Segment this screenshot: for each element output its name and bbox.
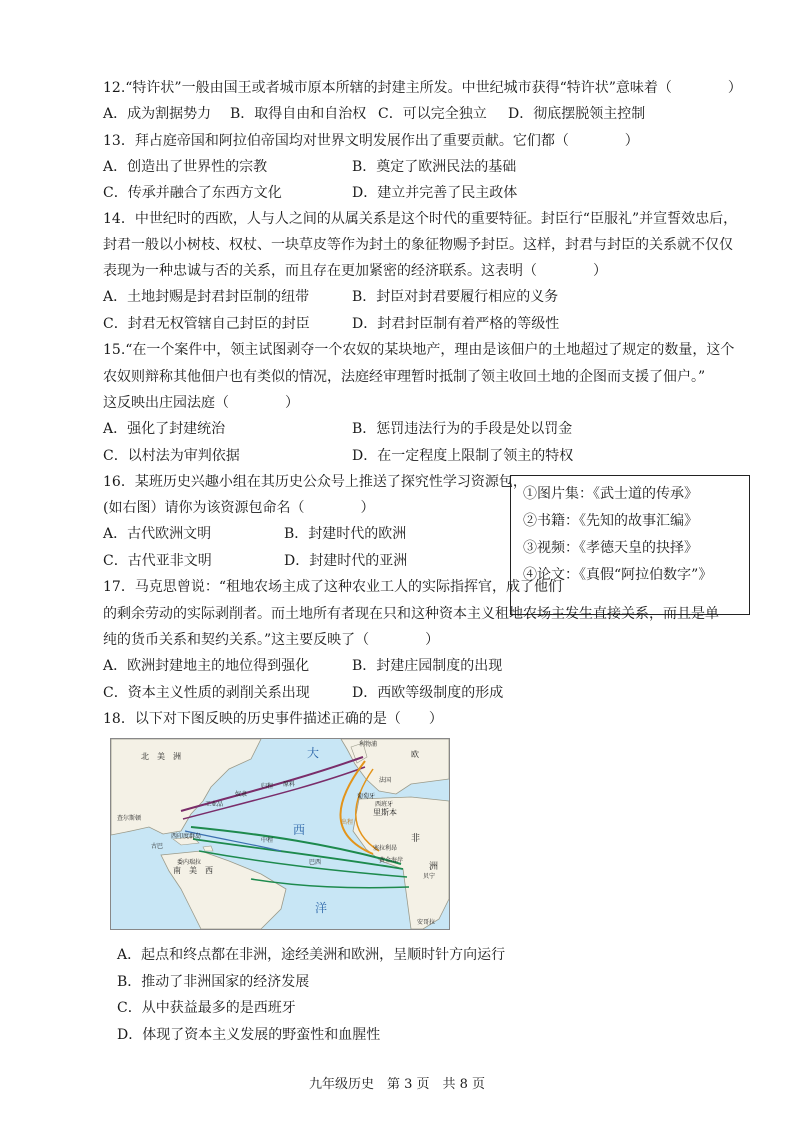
q15-option-d[interactable]: D．在一定程度上限制了领主的特权: [352, 448, 574, 464]
question-15-stem-1: 15.“在一个案件中，领主试图剥夺一个农奴的某块地产，理由是该佃户的土地超过了规定的数量，这个: [103, 342, 735, 358]
label-route-return: 归程: [261, 783, 274, 790]
q13-option-c[interactable]: C．传承并融合了东西方文化: [103, 185, 282, 201]
q16-option-c[interactable]: C．古代亚非文明: [103, 553, 212, 569]
q15-option-b[interactable]: B．惩罚违法行为的手段是处以罚金: [352, 421, 573, 437]
label-benin: 贝宁: [423, 873, 436, 880]
label-atlantic-1: 大: [307, 746, 320, 760]
label-europe: 欧: [411, 750, 419, 759]
question-18-stem: 18．以下对下图反映的历史事件描述正确的是（ ）: [103, 711, 443, 727]
q14-option-a[interactable]: A．土地封赐是封君封臣制的纽带: [103, 289, 310, 305]
q12-option-a[interactable]: A．成为割据势力: [103, 106, 212, 122]
q12-option-c[interactable]: C．可以完全独立: [378, 106, 487, 122]
label-route-goods: 工业品: [205, 801, 224, 808]
label-spain: 西班牙: [375, 801, 394, 808]
q17-option-d[interactable]: D．西欧等级制度的形成: [352, 685, 504, 701]
label-liverpool: 利物浦: [359, 741, 378, 748]
q14-option-d[interactable]: D．封君封臣制有着严格的等级性: [352, 316, 560, 332]
q16-option-b[interactable]: B．封建时代的欧洲: [284, 526, 407, 542]
label-route-brazil: 巴西: [309, 859, 322, 866]
q13-option-b[interactable]: B．奠定了欧洲民法的基础: [352, 159, 517, 175]
label-atlantic-3: 洋: [315, 901, 328, 915]
label-angola: 安哥拉: [417, 919, 436, 926]
question-16-stem-1: 16．某班历史兴趣小组在其历史公众号上推送了探究性学习资源包，: [103, 474, 527, 490]
q14-option-b[interactable]: B．封臣对封君要履行相应的义务: [352, 289, 559, 305]
question-17-stem-3: 纯的货币关系和契约关系。”这主要反映了（ ）: [103, 632, 440, 648]
question-15-stem-2: 农奴则辩称其他佃户也有类似的情况，法庭经审理暂时抵制了领主收回土地的企图而支援了佃户。”: [103, 369, 706, 385]
question-14-stem-1: 14．中世纪时的西欧，人与人之间的从属关系是这个时代的重要特征。封臣行“臣服礼”并宣誓效忠后，: [103, 211, 738, 227]
question-14-stem-2: 封君一般以小树枝、权杖、一块草皮等作为封土的象征物赐予封臣。这样，封君与封臣的关系就不仅仅: [103, 237, 733, 253]
label-senegambia: 塞拉利昂: [373, 845, 398, 852]
label-guiana: 委内瑞拉: [177, 859, 202, 866]
q15-option-a[interactable]: A．强化了封建统治: [103, 421, 226, 437]
q18-option-b[interactable]: B．推动了非洲国家的经济发展: [117, 974, 310, 990]
q16-option-a[interactable]: A．古代欧洲文明: [103, 526, 212, 542]
q13-option-a[interactable]: A．创造出了世界性的宗教: [103, 159, 268, 175]
question-15-stem-3: 这反映出庄园法庭（ ）: [103, 395, 299, 411]
question-14-stem-3: 表现为一种忠诚与否的关系，而且存在更加紧密的经济联系。这表明（ ）: [103, 263, 607, 279]
label-south-america: 南 美 西: [173, 866, 213, 875]
q15-option-c[interactable]: C．以村法为审判依据: [103, 448, 240, 464]
q12-option-d[interactable]: D．彻底摆脱领主控制: [508, 106, 646, 122]
q12-option-b[interactable]: B．取得自由和自治权: [230, 106, 367, 122]
label-lisbon: 里斯本: [373, 808, 397, 817]
label-route-out: 出程: [341, 819, 354, 826]
resource-item-4: ④论文：《真假“阿拉伯数字”》: [523, 567, 713, 583]
q17-option-c[interactable]: C．资本主义性质的剥削关系出现: [103, 685, 310, 701]
label-atlantic-2: 西: [293, 823, 306, 837]
page-footer: 九年级历史 第 3 页 共 8 页: [308, 1077, 486, 1092]
q16-option-d[interactable]: D．封建时代的亚洲: [284, 553, 408, 569]
label-north-america: 北 美 洲: [141, 752, 181, 761]
question-12-stem: 12.“特许状”一般由国王或者城市原本所辖的封建主所发。中世纪城市获得“特许状”意味着（ ）: [103, 80, 742, 96]
q13-option-d[interactable]: D．建立并完善了民主政体: [352, 185, 518, 201]
label-havana: 古巴: [151, 843, 164, 850]
question-17-stem-1: 17．马克思曾说：“租地农场主成了这种农业工人的实际指挥官，成了他们: [103, 579, 562, 595]
q18-option-a[interactable]: A．起点和终点都在非洲，途经美洲和欧洲，呈顺时针方向运行: [117, 947, 506, 963]
label-gold-coast: 黄金海岸: [379, 857, 404, 864]
resource-item-3: ③视频：《孝德天皇的抉择》: [523, 540, 698, 556]
label-portugal: 葡萄牙: [357, 793, 376, 800]
resource-item-2: ②书籍：《先知的故事汇编》: [523, 513, 698, 529]
label-route-raw: 原料: [283, 781, 296, 788]
q14-option-c[interactable]: C．封君无权管辖自己封臣的封臣: [103, 316, 310, 332]
label-route-slaves: 奴隶: [235, 791, 248, 798]
question-17-stem-2: 的剩余劳动的实际剥削者。而土地所有者现在只和这种资本主义租地农场主发生直接关系，而且是单: [103, 606, 719, 622]
question-16-stem-2: (如右图）请你为该资源包命名（ ）: [103, 500, 375, 516]
label-africa-2: 洲: [429, 862, 439, 872]
q18-option-d[interactable]: D．体现了资本主义发展的野蛮性和血腥性: [117, 1027, 381, 1043]
label-france: 法国: [379, 777, 392, 784]
label-route-middle: 中程: [261, 837, 274, 844]
triangular-trade-map: [110, 738, 450, 930]
q18-option-c[interactable]: C．从中获益最多的是西班牙: [117, 1000, 296, 1016]
map-svg: [111, 739, 449, 929]
resource-item-1: ①图片集：《武士道的传承》: [523, 486, 698, 502]
label-charleston: 查尔斯顿: [117, 815, 142, 822]
q17-option-a[interactable]: A．欧洲封建地主的地位得到强化: [103, 658, 310, 674]
question-13-stem: 13．拜占庭帝国和阿拉伯帝国均对世界文明发展作出了重要贡献。它们都（ ）: [103, 133, 639, 149]
label-west-indies: 西印度群岛: [171, 833, 202, 840]
label-africa-1: 非: [411, 834, 421, 844]
q17-option-b[interactable]: B．封建庄园制度的出现: [352, 658, 503, 674]
